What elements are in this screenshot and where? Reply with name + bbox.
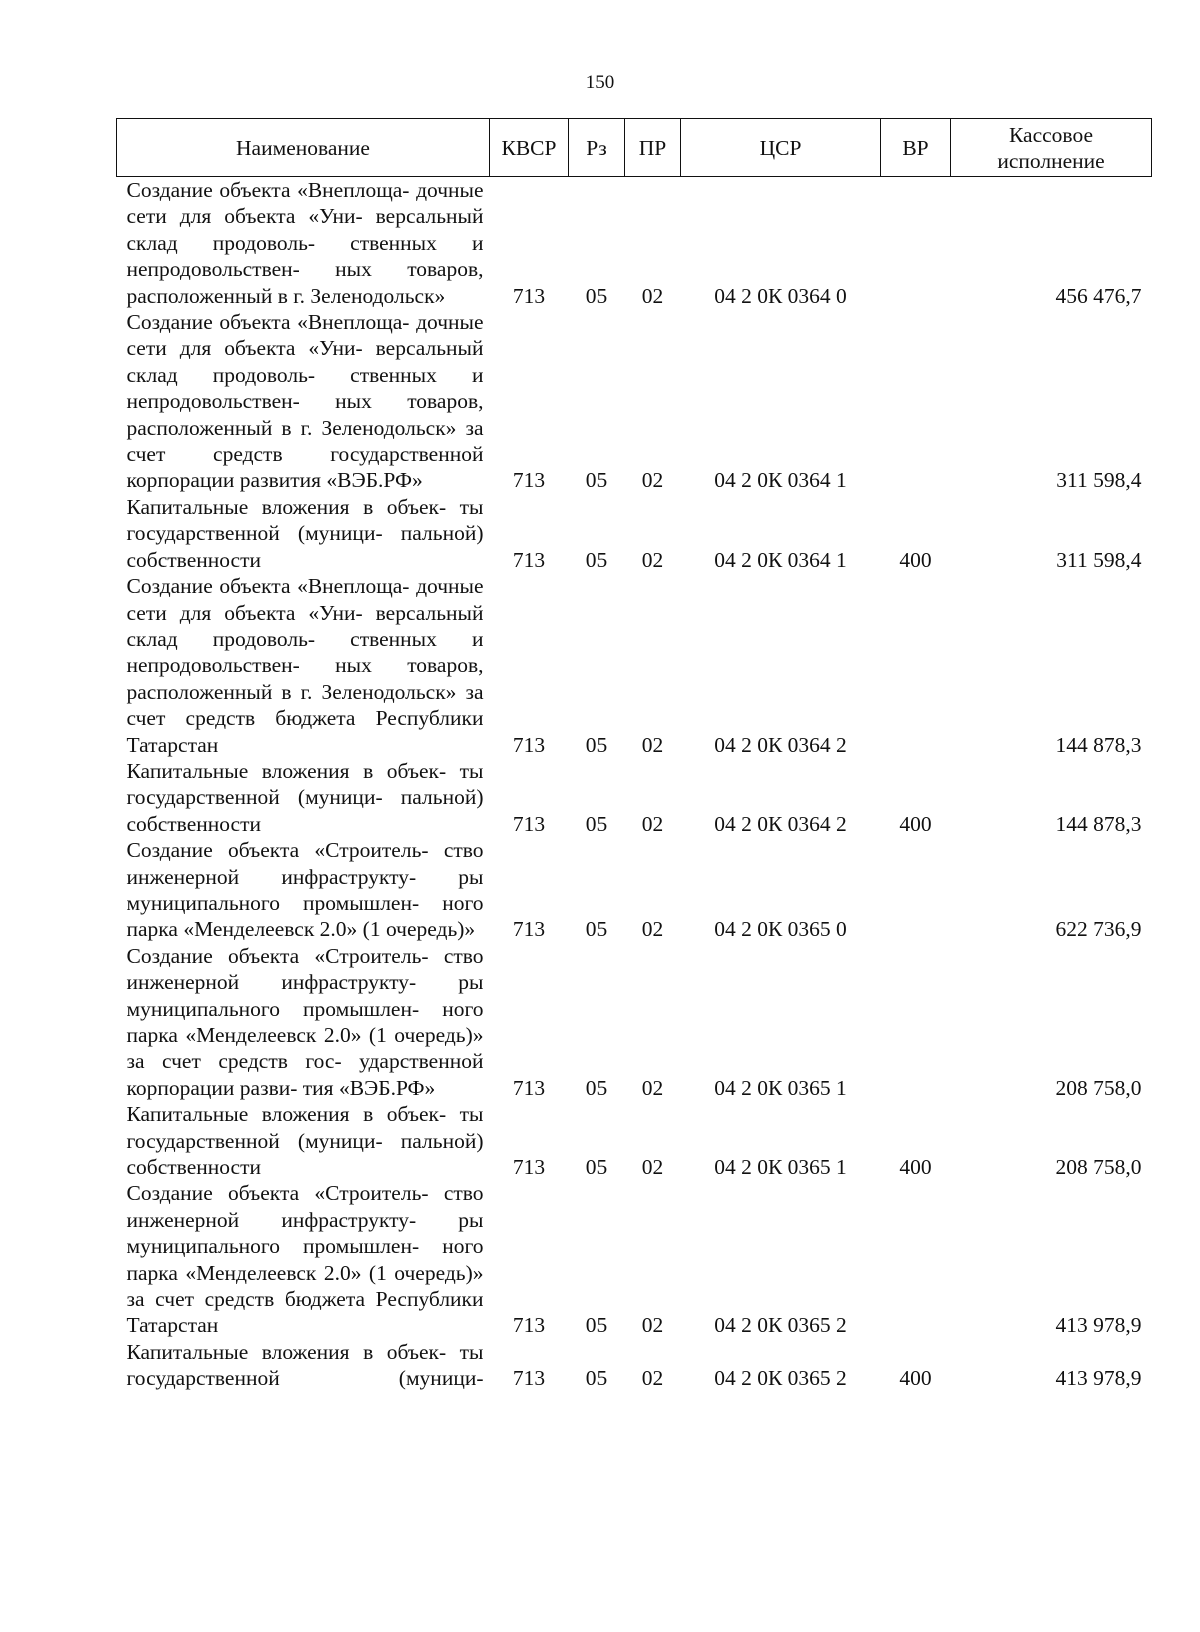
row-pr: 02 <box>641 547 664 572</box>
row-vr: 400 <box>899 811 932 836</box>
row-name-line: развития «ВЭБ.РФ» <box>239 468 423 493</box>
header-name: Наименование <box>117 119 490 177</box>
row-rz: 05 <box>585 811 608 836</box>
row-name-line: (1 очередь)» за счет средств гос- <box>126 1023 484 1074</box>
row-kvsr: 713 <box>512 283 546 308</box>
row-pr: 02 <box>641 283 664 308</box>
header-vr: ВР <box>881 119 951 177</box>
row-name-line: ных товаров, расположенный в <box>126 257 484 308</box>
row-rz: 05 <box>585 1313 608 1338</box>
row-name-line: Капитальные вложения в объек- <box>126 1339 447 1364</box>
row-cash-execution: 144 878,3 <box>1055 811 1142 836</box>
row-name <box>117 309 490 494</box>
row-name-line: г. Зеленодольск» за счет средств <box>126 679 484 731</box>
row-cash-execution: 413 978,9 <box>1055 1313 1142 1338</box>
row-kvsr: 713 <box>512 811 546 836</box>
row-csr: 04 2 0К 0365 2 <box>714 1313 847 1338</box>
row-vr <box>881 943 951 1101</box>
row-name-line: пальной) собственности <box>126 1128 484 1180</box>
row-kvsr: 713 <box>512 468 546 493</box>
row-csr: 04 2 0К 0365 0 <box>714 917 847 942</box>
row-rz: 05 <box>585 283 608 308</box>
header-pr: ПР <box>625 119 681 177</box>
row-name-line: Создание объекта «Внеплоща- <box>126 310 410 335</box>
row-name-line: ного парка «Менделеевск 2.0» <box>126 1234 484 1285</box>
row-cash-execution: 208 758,0 <box>1055 1075 1142 1100</box>
row-rz: 05 <box>585 1155 608 1180</box>
row-csr: 04 2 0К 0365 1 <box>714 1075 847 1100</box>
row-name <box>117 494 490 573</box>
row-vr: 400 <box>899 1155 932 1180</box>
table-body <box>117 177 1152 1392</box>
row-name-line: ударственной корпорации разви- <box>126 1049 484 1100</box>
row-pr: 02 <box>641 1313 664 1338</box>
table-row <box>117 177 1152 310</box>
row-name <box>117 943 490 1101</box>
row-rz: 05 <box>585 732 608 757</box>
row-name-line: ты государственной (муници- <box>126 758 484 810</box>
row-name <box>117 1180 490 1338</box>
row-name-line: ство инженерной инфраструкту- <box>126 943 484 995</box>
row-name-line: пальной) собственности <box>126 521 484 572</box>
row-kvsr: 713 <box>512 1075 546 1100</box>
row-name-line: (1 очередь)» за счет средств <box>126 1260 484 1312</box>
table-row <box>117 573 1152 758</box>
row-name-line: бюджета Республики Татарстан <box>126 706 484 757</box>
header-rz: Рз <box>569 119 625 177</box>
row-csr: 04 2 0К 0364 2 <box>714 811 847 836</box>
row-name-line: ры муниципального промышлен- <box>126 864 484 915</box>
row-rz: 05 <box>585 468 608 493</box>
table-header <box>117 119 1152 177</box>
row-name-line: г. Зеленодольск» <box>293 283 446 308</box>
row-cash-execution: 456 476,7 <box>1055 283 1142 308</box>
row-pr: 02 <box>641 917 664 942</box>
row-cash-execution: 413 978,9 <box>1055 1366 1142 1391</box>
row-name-line: ство инженерной инфраструкту- <box>126 1181 484 1232</box>
row-rz: 05 <box>585 917 608 942</box>
row-name-line: бюджета Республики Татарстан <box>126 1287 484 1338</box>
row-name-line: ты государственной (муници- <box>126 494 484 546</box>
row-vr <box>881 1180 951 1338</box>
row-name-line: Создание объекта «Строитель- <box>126 1181 429 1206</box>
table-row <box>117 1180 1152 1338</box>
row-name <box>117 177 490 310</box>
row-cash-execution: 311 598,4 <box>1056 468 1142 493</box>
row-vr <box>881 837 951 943</box>
row-vr: 400 <box>899 547 932 572</box>
row-kvsr: 713 <box>512 547 546 572</box>
header-kvsr: КВСР <box>490 119 569 177</box>
row-name-line: Создание объекта «Внеплоща- <box>126 574 410 599</box>
row-name-line: пальной) собственности <box>126 785 484 836</box>
row-name-line: дочные сети для объекта «Уни- <box>126 310 484 361</box>
row-name <box>117 837 490 943</box>
row-name-line: (1 очередь)» <box>362 917 476 942</box>
row-name-line: Создание объекта «Строитель- <box>126 838 429 863</box>
row-name-line: ных товаров, расположенный в <box>126 653 484 704</box>
row-name-line: ты государственной (муници- <box>126 1102 484 1153</box>
row-csr: 04 2 0К 0365 2 <box>714 1366 847 1391</box>
row-csr: 04 2 0К 0364 1 <box>714 547 847 572</box>
row-cash-execution: 622 736,9 <box>1055 917 1142 942</box>
table-row <box>117 1339 1152 1392</box>
row-csr: 04 2 0К 0364 0 <box>714 283 847 308</box>
row-name-line: версальный склад продоволь- <box>126 600 484 651</box>
header-cash-execution: Кассовое исполнение <box>951 119 1152 177</box>
row-rz: 05 <box>585 547 608 572</box>
row-name-line: дочные сети для объекта «Уни- <box>126 574 484 625</box>
row-name-line: тия «ВЭБ.РФ» <box>302 1075 436 1100</box>
row-pr: 02 <box>641 732 664 757</box>
row-name-line: ры муниципального промышлен- <box>126 1207 484 1259</box>
row-kvsr: 713 <box>512 732 546 757</box>
row-name-line: ного парка «Менделеевск 2.0» <box>126 996 484 1047</box>
row-name-line: г. Зеленодольск» за счет средств <box>126 415 484 467</box>
table-row <box>117 494 1152 573</box>
row-pr: 02 <box>641 1155 664 1180</box>
row-name-line: ного парка «Менделеевск 2.0» <box>126 890 484 942</box>
row-rz: 05 <box>585 1366 608 1391</box>
row-vr <box>881 309 951 494</box>
header-csr: ЦСР <box>681 119 881 177</box>
row-pr: 02 <box>641 811 664 836</box>
row-name <box>117 1339 490 1392</box>
row-kvsr: 713 <box>512 1313 546 1338</box>
row-pr: 02 <box>641 1075 664 1100</box>
row-name-line: государственной корпорации <box>126 442 484 493</box>
row-name-line: ных товаров, расположенный в <box>126 389 484 440</box>
row-vr: 400 <box>899 1366 932 1391</box>
row-vr <box>881 177 951 310</box>
table-row <box>117 758 1152 837</box>
row-name-line: Создание объекта «Строитель- <box>126 943 429 968</box>
row-kvsr: 713 <box>512 1366 546 1391</box>
row-name <box>117 758 490 837</box>
row-csr: 04 2 0К 0364 2 <box>714 732 847 757</box>
row-name-line: Капитальные вложения в объек- <box>126 1102 447 1127</box>
row-name <box>117 573 490 758</box>
page-number: 150 <box>585 72 615 93</box>
row-cash-execution: 311 598,4 <box>1056 547 1142 572</box>
row-rz: 05 <box>585 1075 608 1100</box>
row-csr: 04 2 0К 0364 1 <box>714 468 847 493</box>
row-vr <box>881 573 951 758</box>
row-name-line: версальный склад продоволь- <box>126 336 484 387</box>
row-name-line: ты государственной (муници- <box>126 1339 484 1391</box>
row-name-line: версальный склад продоволь- <box>126 204 484 255</box>
row-name-line: ры муниципального промышлен- <box>126 970 484 1021</box>
table-row <box>117 1101 1152 1180</box>
row-cash-execution: 208 758,0 <box>1055 1155 1142 1180</box>
row-kvsr: 713 <box>512 1155 546 1180</box>
row-pr: 02 <box>641 468 664 493</box>
row-kvsr: 713 <box>512 917 546 942</box>
row-name-line: ственных и непродовольствен- <box>126 362 484 414</box>
row-cash-execution: 144 878,3 <box>1055 732 1142 757</box>
row-name-line: Капитальные вложения в объек- <box>126 494 447 519</box>
row-pr: 02 <box>641 1366 664 1391</box>
row-name-line: ственных и непродовольствен- <box>126 230 484 282</box>
row-name-line: дочные сети для объекта «Уни- <box>126 178 484 229</box>
table-row <box>117 943 1152 1101</box>
row-name-line: Капитальные вложения в объек- <box>126 758 447 783</box>
budget-table <box>116 118 1152 1392</box>
row-name-line: ство инженерной инфраструкту- <box>126 838 484 889</box>
row-name-line: ственных и непродовольствен- <box>126 626 484 678</box>
table-row <box>117 837 1152 943</box>
table-row <box>117 309 1152 494</box>
row-csr: 04 2 0К 0365 1 <box>714 1155 847 1180</box>
row-name <box>117 1101 490 1180</box>
row-name-line: Создание объекта «Внеплоща- <box>126 178 410 202</box>
